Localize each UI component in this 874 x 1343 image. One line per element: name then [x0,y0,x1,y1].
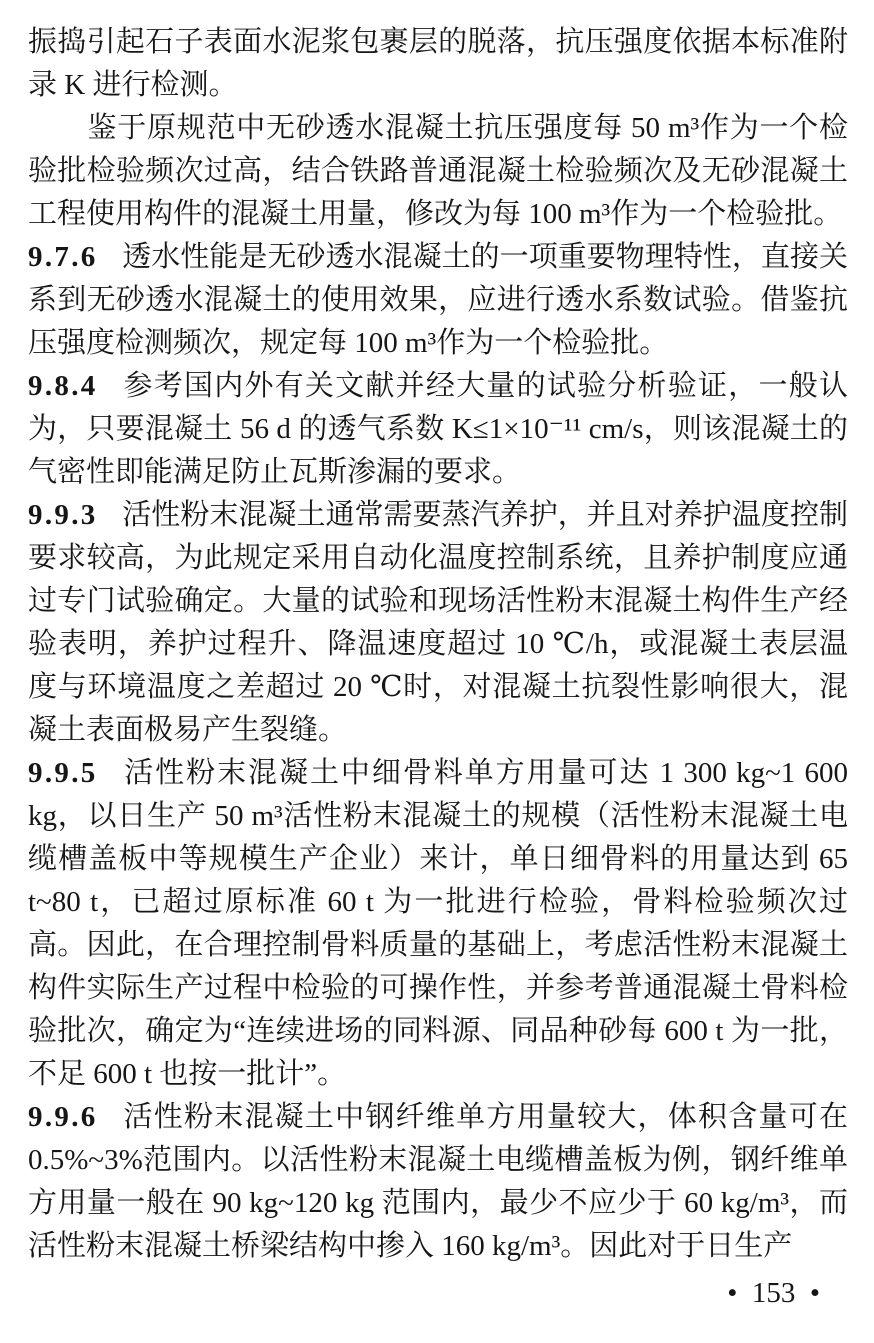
clause-paragraph-9-9-6 [28,1096,848,1268]
clause-text: 活性粉末混凝土中钢纤维单方用量较大，体积含量可在 0.5%~3%范围内。以活性粉末混凝土电缆槽盖板为例，钢纤维单方用量一般在 90 kg~120 kg 范围内，最少不应少于 60 kg/m³，而活性粉末混凝土桥梁结构中掺入 160 kg/m³。因此对于日生产 [28,1101,848,1262]
clause-number: 9.8.4 [28,370,98,402]
clause-number: 9.9.3 [28,499,98,531]
clause-paragraph-9-8-4 [28,365,848,494]
clause-paragraph-9-7-6 [28,236,848,365]
page-number: • 153 • [727,1277,820,1309]
paragraph-continuation: 振捣引起石子表面水泥浆包裹层的脱落，抗压强度依据本标准附录 K 进行检测。 [28,26,848,101]
clause-text: 活性粉末混凝土中细骨料单方用量可达 1 300 kg~1 600 kg，以日生产 50 m³活性粉末混凝土的规模（活性粉末混凝土电缆槽盖板中等规模生产企业）来计，单日细骨料的用量达到 65 t~80 t，已超过原标准 60 t 为一批进行检验，骨料检验频次过高。因此，在合理控制骨料质量的基础上，考虑活性粉末混凝土构件实际生产过程中检验的可操作性，并参考普通混凝土骨料检验批次，确定为“连续进场的同料源、同品种砂每 600 t 为一批，不足 600 t 也按一批计”。 [28,757,848,1090]
clause-text: 活性粉末混凝土通常需要蒸汽养护，并且对养护温度控制要求较高，为此规定采用自动化温度控制系统，且养护制度应通过专门试验确定。大量的试验和现场活性粉末混凝土构件生产经验表明，养护过程升、降温速度超过 10 ℃/h，或混凝土表层温度与环境温度之差超过 20 ℃时，对混凝土抗裂性影响很大，混凝土表面极易产生裂缝。 [28,499,848,746]
clause-text: 参考国内外有关文献并经大量的试验分析验证，一般认为，只要混凝土 56 d 的透气系数 K≤1×10⁻¹¹ cm/s，则该混凝土的气密性即能满足防止瓦斯渗漏的要求。 [28,370,848,488]
clause-text: 透水性能是无砂透水混凝土的一项重要物理特性，直接关系到无砂透水混凝土的使用效果，应进行透水系数试验。借鉴抗压强度检测频次，规定每 100 m³作为一个检验批。 [28,241,848,359]
clause-number: 9.9.5 [28,757,98,789]
paragraph-revision-note: 鉴于原规范中无砂透水混凝土抗压强度每 50 m³作为一个检验批检验频次过高，结合铁路普通混凝土检验频次及无砂混凝土工程使用构件的混凝土用量，修改为每 100 m³作为一个检验批。 [28,112,848,230]
clause-paragraph-9-9-3 [28,494,848,752]
clause-paragraph-9-9-5 [28,752,848,1096]
clause-number: 9.9.6 [28,1101,98,1133]
clause-number: 9.7.6 [28,241,98,273]
